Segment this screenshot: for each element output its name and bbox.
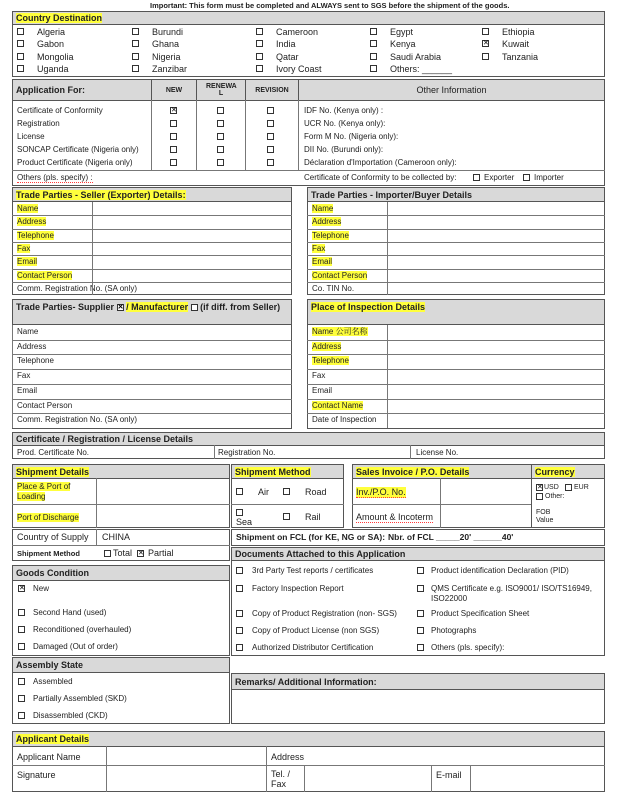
field-input[interactable]	[387, 340, 605, 355]
assembly-checkbox[interactable]	[18, 712, 25, 719]
others-specify: Others (pls. specify) :	[17, 173, 93, 182]
country-checkbox[interactable]	[370, 28, 377, 35]
country-checkbox[interactable]	[256, 53, 263, 60]
country-label: Cameroon	[276, 27, 319, 37]
document-label: Authorized Distributor Certification	[252, 643, 374, 652]
inspection-header: Place of Inspection Details	[307, 299, 605, 325]
assembly-label: Partially Assembled (SKD)	[33, 694, 127, 703]
application-row-label: Certificate of Conformity	[17, 106, 103, 115]
country-label: Saudi Arabia	[390, 52, 442, 62]
goods-condition-header: Goods Condition	[12, 565, 230, 581]
field-input[interactable]	[387, 354, 605, 369]
field-label: Address	[17, 217, 47, 227]
rail-checkbox[interactable]	[283, 513, 290, 520]
field-input[interactable]	[387, 413, 605, 428]
document-checkbox[interactable]	[417, 627, 424, 634]
field-input[interactable]	[387, 215, 605, 228]
currency-header: Currency	[531, 464, 605, 479]
document-checkbox[interactable]	[417, 644, 424, 651]
assembly-checkbox[interactable]	[18, 695, 25, 702]
country-checkbox[interactable]	[132, 65, 139, 72]
field-label: Fax	[312, 371, 326, 381]
goods-condition-label: New	[33, 584, 50, 593]
assembly-checkbox[interactable]	[18, 678, 25, 685]
field-input[interactable]	[387, 399, 605, 414]
country-label: India	[276, 39, 296, 49]
sea-checkbox[interactable]	[236, 509, 243, 516]
field-input[interactable]	[92, 202, 292, 215]
country-checkbox[interactable]	[132, 40, 139, 47]
exporter-label: Exporter	[484, 173, 515, 182]
goods-condition-label: Damaged (Out of order)	[33, 642, 118, 651]
field-input[interactable]	[387, 325, 605, 340]
country-label: Nigeria	[152, 52, 181, 62]
application-row-label: License	[17, 132, 45, 141]
air-label: Air	[258, 487, 269, 497]
country-supply-value: CHINA	[102, 532, 131, 542]
revision-checkbox[interactable]	[267, 107, 274, 114]
partial-label: Partial	[148, 548, 174, 558]
country-label: Qatar	[276, 52, 299, 62]
shipment-method-label: Shipment Method	[17, 549, 80, 558]
document-checkbox[interactable]	[417, 585, 424, 592]
new-checkbox[interactable]	[170, 107, 177, 114]
registration-label: Registration No.	[218, 448, 276, 457]
country-checkbox[interactable]	[17, 40, 24, 47]
field-input[interactable]	[387, 242, 605, 255]
applicant-panel	[12, 746, 605, 792]
revision-checkbox[interactable]	[267, 159, 274, 166]
assembly-label: Disassembled (CKD)	[33, 711, 108, 720]
country-label: Zanzibar	[152, 64, 188, 74]
document-checkbox[interactable]	[236, 567, 243, 574]
country-label: Burundi	[152, 27, 184, 37]
field-label: Co. TIN No.	[312, 283, 355, 293]
supplier-header: Trade Parties- Supplier ✕ / Manufacturer (if diff. from Seller)	[12, 299, 292, 325]
license-label: License No.	[416, 448, 459, 457]
renewal-checkbox[interactable]	[217, 146, 224, 153]
new-checkbox[interactable]	[170, 146, 177, 153]
country-label: Ivory Coast	[276, 64, 322, 74]
country-label: Ethiopia	[502, 27, 535, 37]
assembly-header: Assembly State	[12, 657, 230, 673]
country-label: Uganda	[37, 64, 69, 74]
renewal-checkbox[interactable]	[217, 159, 224, 166]
document-checkbox[interactable]	[236, 610, 243, 617]
country-label: Gabon	[37, 39, 65, 49]
applicant-name-label: Applicant Name	[17, 752, 81, 762]
field-input[interactable]	[387, 369, 605, 384]
country-label: Ghana	[152, 39, 180, 49]
usd-checkbox[interactable]	[536, 484, 543, 491]
new-checkbox[interactable]	[170, 133, 177, 140]
applicant-address-label: Address	[271, 752, 305, 762]
total-checkbox[interactable]	[104, 550, 111, 557]
country-label: Others: ______	[390, 64, 453, 74]
field-input[interactable]	[387, 282, 605, 295]
air-checkbox[interactable]	[236, 488, 243, 495]
assembly-label: Assembled	[33, 677, 73, 686]
renewal-checkbox[interactable]	[217, 133, 224, 140]
field-label: Address	[17, 341, 47, 351]
document-checkbox[interactable]	[417, 567, 424, 574]
col-renewal-header: RENEWA L	[196, 79, 246, 101]
revision-checkbox[interactable]	[267, 146, 274, 153]
document-label: 3rd Party Test reports / certificates	[252, 566, 374, 575]
total-label: Total	[113, 548, 133, 558]
country-destination-title: Country Destination	[16, 13, 103, 23]
supplier-checkbox[interactable]	[117, 304, 124, 311]
field-input[interactable]	[387, 229, 605, 242]
field-input[interactable]	[387, 384, 605, 399]
seller-header: Trade Parties - Seller (Exporter) Details:	[12, 187, 292, 202]
applicant-header: Applicant Details	[12, 731, 605, 747]
country-label: Egypt	[390, 27, 414, 37]
manufacturer-checkbox[interactable]	[191, 304, 198, 311]
application-row-label: Product Certificate (Nigeria only)	[17, 158, 133, 167]
inv-po-label: Inv./P.O. No.	[356, 487, 406, 497]
field-label: Email	[17, 257, 38, 267]
document-checkbox[interactable]	[236, 644, 243, 651]
revision-checkbox[interactable]	[267, 120, 274, 127]
application-title: Application For:	[16, 85, 85, 95]
field-input[interactable]	[92, 242, 292, 255]
document-label: Product identification Declaration (PID)	[431, 566, 569, 575]
field-label: Telephone	[17, 230, 54, 240]
goods-condition-label: Second Hand (used)	[33, 608, 107, 617]
road-label: Road	[305, 487, 327, 497]
application-row-label: Registration	[17, 119, 60, 128]
goods-condition-checkbox[interactable]	[18, 626, 25, 633]
field-input[interactable]	[387, 255, 605, 268]
field-input[interactable]	[92, 282, 292, 295]
field-label: Contact Person	[17, 400, 73, 410]
field-input[interactable]	[12, 325, 292, 340]
prod-cert-label: Prod. Certificate No.	[17, 448, 90, 457]
field-input[interactable]	[12, 369, 292, 384]
field-label: Fax	[17, 371, 31, 381]
road-checkbox[interactable]	[283, 488, 290, 495]
goods-condition-checkbox[interactable]	[18, 643, 25, 650]
country-checkbox[interactable]	[370, 65, 377, 72]
documents-header: Documents Attached to this Application	[231, 547, 605, 561]
country-label: Kuwait	[502, 39, 530, 49]
country-checkbox[interactable]	[132, 53, 139, 60]
country-label: Tanzania	[502, 52, 539, 62]
eur-checkbox[interactable]	[565, 484, 572, 491]
field-input[interactable]	[387, 202, 605, 215]
col-new-header: NEW	[151, 79, 197, 101]
exporter-checkbox[interactable]	[473, 174, 480, 181]
place-port-label: Place & Port of Loading	[17, 482, 71, 501]
field-label: Address	[312, 341, 342, 351]
field-label: Name 公司名称	[312, 327, 368, 336]
field-label: Comm. Registration No. (SA only)	[17, 283, 138, 293]
country-checkbox[interactable]	[132, 28, 139, 35]
field-input[interactable]	[92, 229, 292, 242]
country-checkbox[interactable]	[482, 40, 489, 47]
renewal-checkbox[interactable]	[217, 107, 224, 114]
country-checkbox[interactable]	[370, 40, 377, 47]
application-row-label: SONCAP Certificate (Nigeria only)	[17, 145, 139, 154]
application-header	[12, 79, 152, 101]
fob-label: FOB Value	[536, 509, 554, 524]
field-label: Telephone	[312, 230, 349, 240]
certificate-panel	[12, 445, 605, 459]
country-checkbox[interactable]	[256, 40, 263, 47]
goods-condition-checkbox[interactable]	[18, 609, 25, 616]
other-info-label: DII No. (Burundi only):	[304, 145, 384, 154]
field-label: Fax	[312, 243, 326, 253]
field-label: Contact Name	[312, 400, 364, 410]
country-label: Kenya	[390, 39, 416, 49]
field-input[interactable]	[92, 269, 292, 282]
field-label: Date of Inspection	[312, 415, 377, 425]
document-label: Copy of Product Registration (non- SGS)	[252, 609, 397, 618]
field-label: Address	[312, 217, 342, 227]
shipment-details-header: Shipment Details	[12, 464, 230, 479]
eur-label: EUR	[574, 484, 589, 491]
field-input[interactable]	[12, 354, 292, 369]
country-checkbox[interactable]	[256, 65, 263, 72]
country-checkbox[interactable]	[17, 53, 24, 60]
partial-checkbox[interactable]	[137, 550, 144, 557]
document-label: Product Specification Sheet	[431, 609, 530, 618]
country-supply-label: Country of Supply	[17, 532, 89, 542]
field-label: Telephone	[312, 356, 349, 366]
other-info-label: Form M No. (Nigeria only):	[304, 132, 399, 141]
col-revision-header: REVISION	[245, 79, 299, 101]
field-input[interactable]	[12, 340, 292, 355]
other-info-label: IDF No. (Kenya only) :	[304, 106, 384, 115]
document-label: Factory Inspection Report	[252, 584, 344, 593]
other-info-label: UCR No. (Kenya only):	[304, 119, 386, 128]
country-label: Algeria	[37, 27, 66, 37]
field-input[interactable]	[92, 215, 292, 228]
renewal-checkbox[interactable]	[217, 120, 224, 127]
tel-fax-label: Tel. / Fax	[271, 769, 291, 789]
other-info-header: Other Information	[298, 79, 605, 101]
goods-condition-label: Reconditioned (overhauled)	[33, 625, 132, 634]
new-checkbox[interactable]	[170, 159, 177, 166]
buyer-header: Trade Parties - Importer/Buyer Details	[307, 187, 605, 202]
amount-label: Amount & Incoterm	[356, 512, 434, 522]
sales-invoice-header: Sales Invoice / P.O. Details	[352, 464, 532, 479]
signature-label: Signature	[17, 770, 56, 780]
shipment-method-header: Shipment Method	[231, 464, 344, 479]
country-checkbox[interactable]	[482, 28, 489, 35]
importer-label: Importer	[534, 173, 564, 182]
country-checkbox[interactable]	[370, 53, 377, 60]
remarks-header: Remarks/ Additional Information:	[231, 673, 605, 690]
rail-label: Rail	[305, 512, 321, 522]
document-label: QMS Certificate e.g. ISO9001/ ISO/TS16949, ISO22000	[431, 584, 592, 603]
port-discharge-label: Port of Discharge	[17, 513, 79, 522]
document-checkbox[interactable]	[417, 610, 424, 617]
certificate-header: Certificate / Registration / License Details	[12, 432, 605, 446]
importer-checkbox[interactable]	[523, 174, 530, 181]
notice-text: Important: This form must be completed and ALWAYS sent to SGS before the shipment of the goods.	[150, 1, 510, 10]
new-checkbox[interactable]	[170, 120, 177, 127]
sea-label: Sea	[236, 517, 253, 527]
field-label: Contact Person	[312, 270, 368, 280]
field-label: Name	[17, 327, 39, 336]
field-label: Name	[17, 204, 39, 213]
email-label: E-mail	[436, 770, 462, 780]
country-destination-header	[12, 11, 605, 25]
nbr-fcl: Nbr. of FCL _____20' ______40'	[388, 532, 514, 542]
country-label: Mongolia	[37, 52, 74, 62]
other-currency-checkbox[interactable]	[536, 493, 543, 500]
field-input[interactable]	[12, 399, 292, 414]
field-label: Email	[312, 257, 333, 267]
document-label: Copy of Product License (non SGS)	[252, 626, 380, 635]
field-input[interactable]	[12, 413, 292, 428]
country-checkbox[interactable]	[256, 28, 263, 35]
document-checkbox[interactable]	[236, 585, 243, 592]
other-info-label: Déclaration d'Importation (Cameroon only):	[304, 158, 457, 167]
field-input[interactable]	[12, 384, 292, 399]
country-checkbox[interactable]	[17, 65, 24, 72]
field-label: Fax	[17, 243, 31, 253]
fcl-text: Shipment on FCL (for KE, NG or SA):	[236, 532, 386, 542]
document-checkbox[interactable]	[236, 627, 243, 634]
revision-checkbox[interactable]	[267, 133, 274, 140]
field-input[interactable]	[92, 255, 292, 268]
field-label: Contact Person	[17, 270, 73, 280]
remarks-panel[interactable]	[231, 689, 605, 724]
country-checkbox[interactable]	[482, 53, 489, 60]
other-currency-label: Other:	[545, 493, 565, 500]
document-label: Others (pls. specify):	[431, 643, 505, 652]
field-label: Telephone	[17, 356, 54, 366]
country-checkbox[interactable]	[17, 28, 24, 35]
field-label: Name	[312, 204, 334, 213]
field-input[interactable]	[387, 269, 605, 282]
field-label: Email	[312, 385, 333, 395]
field-label: Comm. Registration No. (SA only)	[17, 415, 138, 425]
collected-by-label: Certificate of Conformity to be collected by:	[304, 173, 457, 182]
document-label: Photographs	[431, 626, 477, 635]
usd-label: USD	[544, 484, 559, 491]
goods-condition-checkbox[interactable]	[18, 585, 25, 592]
field-label: Email	[17, 385, 38, 395]
